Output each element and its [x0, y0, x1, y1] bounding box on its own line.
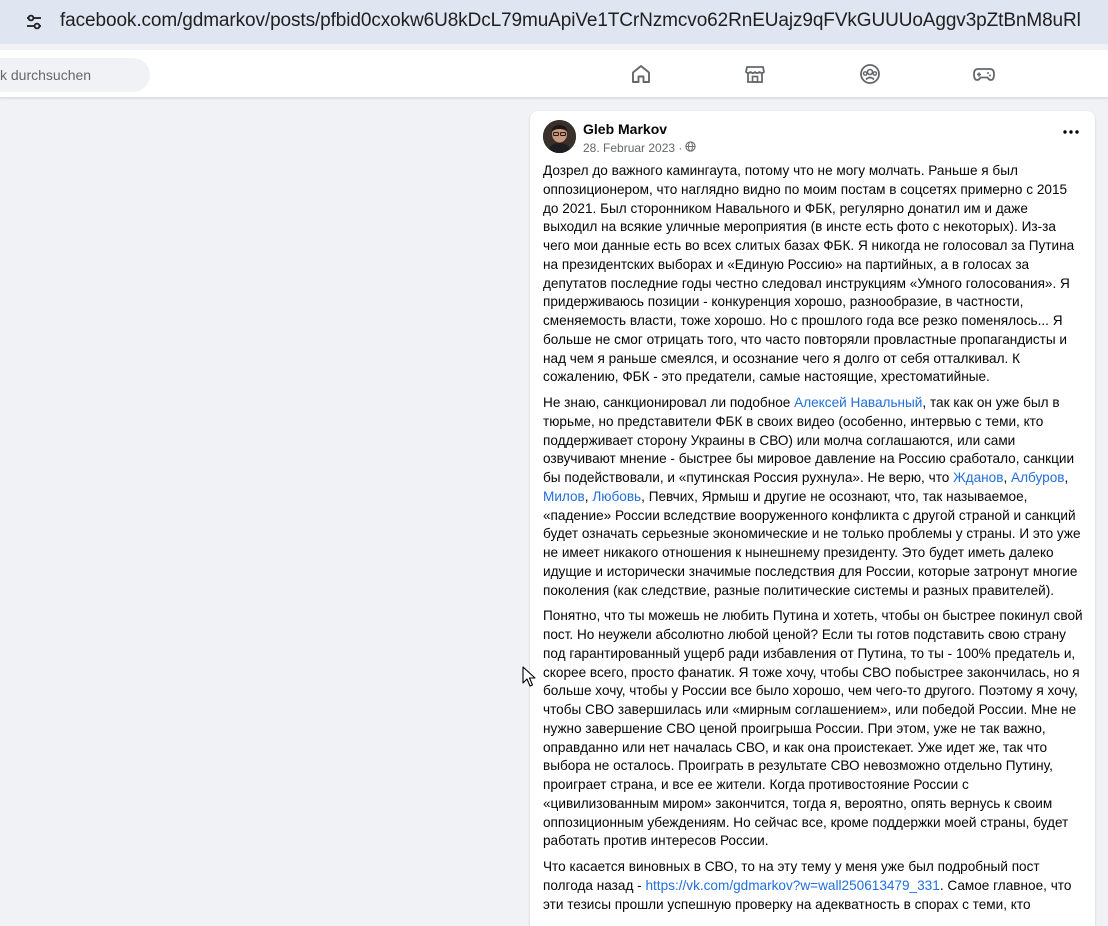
link-zhdanov[interactable]: Жданов: [953, 470, 1004, 485]
post-body: [543, 162, 1083, 921]
post-author[interactable]: Gleb Markov: [583, 121, 668, 137]
link-lyubov[interactable]: Любовь: [592, 488, 642, 504]
globe-icon: [685, 141, 696, 155]
avatar[interactable]: [543, 120, 576, 153]
p4-text-a: Что касается виновных в СВО, то на эту тему у меня уже был подробный пост полгода назад -: [543, 859, 1040, 893]
p2-text-a: Не знаю, санкционировал ли подобное: [543, 395, 795, 410]
gaming-icon[interactable]: [972, 62, 996, 86]
post-paragraph-1: Дозрел до важного камингаута, потому что не могу молчать. Раньше я был оппозиционером, что наглядно видно по моим постам в соцсетях примерно с 2015 до 2021. Был сторонником Навального и ФБК, регулярно донатил им и даже выходил на всякие уличные мероприятия (в инсте есть фото с некоторых). Из-за чего мои данные есть во всех слитых базах ФБК. Я никогда не голосовал за Путина на президентских выборах и «Единую Россию» на партийных, а в голосах за депутатов последние годы честно следовал инструкциям «Умного голосования». Я придерживаюсь позиции - конкуренция хорошо, разнообразие, в частности, сменяемость власти, тоже хорошо. Но с прошлого года все резко поменялось... Я больше не смог отрицать того, что часто повторяли провластные пропагандисты и над чем я раньше смеялся, и осознание чего я долго от себя отталкивал. К сожалению, ФБК - это предатели, самые настоящие, хрестоматийные.: [543, 163, 1075, 385]
groups-icon[interactable]: [858, 62, 882, 86]
link-vk-post[interactable]: https://vk.com/gdmarkov?w=wall250613479_331: [645, 877, 940, 893]
p2-separator: ,: [1003, 470, 1012, 485]
mouse-cursor-icon: [522, 666, 536, 688]
post-paragraph-2: [543, 394, 1083, 600]
marketplace-icon[interactable]: [743, 62, 767, 86]
link-alburov[interactable]: Албуров: [1011, 470, 1065, 485]
p2-text-c: , Певчих, Ярмыш и другие не осознают, что, так называемое, «падение» России вследствие вооруженного конфликта с другой страной и санкций будет означать серьезные экономические и не только проблемы у страны. И это уже не имеет никакого отношения к нынешнему президенту. Это будет иметь далеко идущие и исторически значимые последствия для России, которые затронут многие поколения (как следствие, разные политические системы и разных правителей).: [543, 488, 1081, 598]
p2-text-b: , так как он уже был в тюрьме, но представители ФБК в своих видео (особенно, интервью с теми, кто поддерживает сторону Украины в СВО) или молча соглашаются, или сами озвучивают мнение - быстрее бы мировое давление на Россию сработало, санкции бы подействовали, и «путинская Россия рухнула». Не верю, что: [543, 395, 1075, 485]
post-card: [530, 111, 1095, 926]
facebook-top-nav: [0, 50, 1108, 98]
link-navalny[interactable]: Алексей Навальный: [794, 395, 923, 410]
p4-text-b: . Самое главное, что эти тезисы прошли успешную проверку на адекватность в спорах с теми, кто: [543, 877, 1072, 912]
more-options-icon[interactable]: [1061, 127, 1081, 137]
post-paragraph-3: Понятно, что ты можешь не любить Путина и хотеть, чтобы он быстрее покинул свой пост. Но неужели абсолютно любой ценой? Если ты готов подставить свою страну под гарантированный ущерб ради избавления от Путина, то ты - 100% предатель и, скорее всего, просто фанатик. Я тоже хочу, чтобы СВО побыстрее закончилась, но я больше хочу, чтобы у России все было хорошо, чем чего-то другого. Поэтому я хочу, чтобы СВО завершилась или «мирным соглашением», или победой России. Мне не нужно завершение СВО ценой проигрыша России. При этом, уже не так важно, оправданно или нет началась СВО, и как она проистекает. Уже идет же, так что выбора не осталось. Проиграть в результате СВО невозможно отдельно Путину, проиграет страна, и все ее жители. Когда противостояние России с «цивилизованным миром» закончится, тогда я, вероятно, опять вернусь к своим оппозиционным убеждениям. Но сейчас все, кроме поддержки моей страны, будет работать против интересов России.: [543, 608, 1083, 849]
url-text[interactable]: facebook.com/gdmarkov/posts/pfbid0cxokw6U8kDcL79muApiVe1TCrNzmcvo62RnEUajz9qFVkGUUUoAggv3pZtBnM8uRl: [60, 10, 1081, 31]
search-placeholder[interactable]: k durchsuchen: [0, 67, 92, 83]
search-box[interactable]: [0, 58, 150, 92]
p2-separator: ,: [1064, 470, 1069, 485]
post-paragraph-4: [543, 858, 1083, 914]
post-meta: [583, 141, 696, 155]
tune-icon[interactable]: [21, 9, 47, 35]
browser-address-bar: [0, 0, 1108, 44]
link-milov[interactable]: Милов: [543, 488, 585, 504]
post-date[interactable]: 28. Februar 2023 ·: [583, 141, 683, 155]
p2-separator: ,: [584, 488, 593, 504]
home-icon[interactable]: [629, 62, 653, 86]
